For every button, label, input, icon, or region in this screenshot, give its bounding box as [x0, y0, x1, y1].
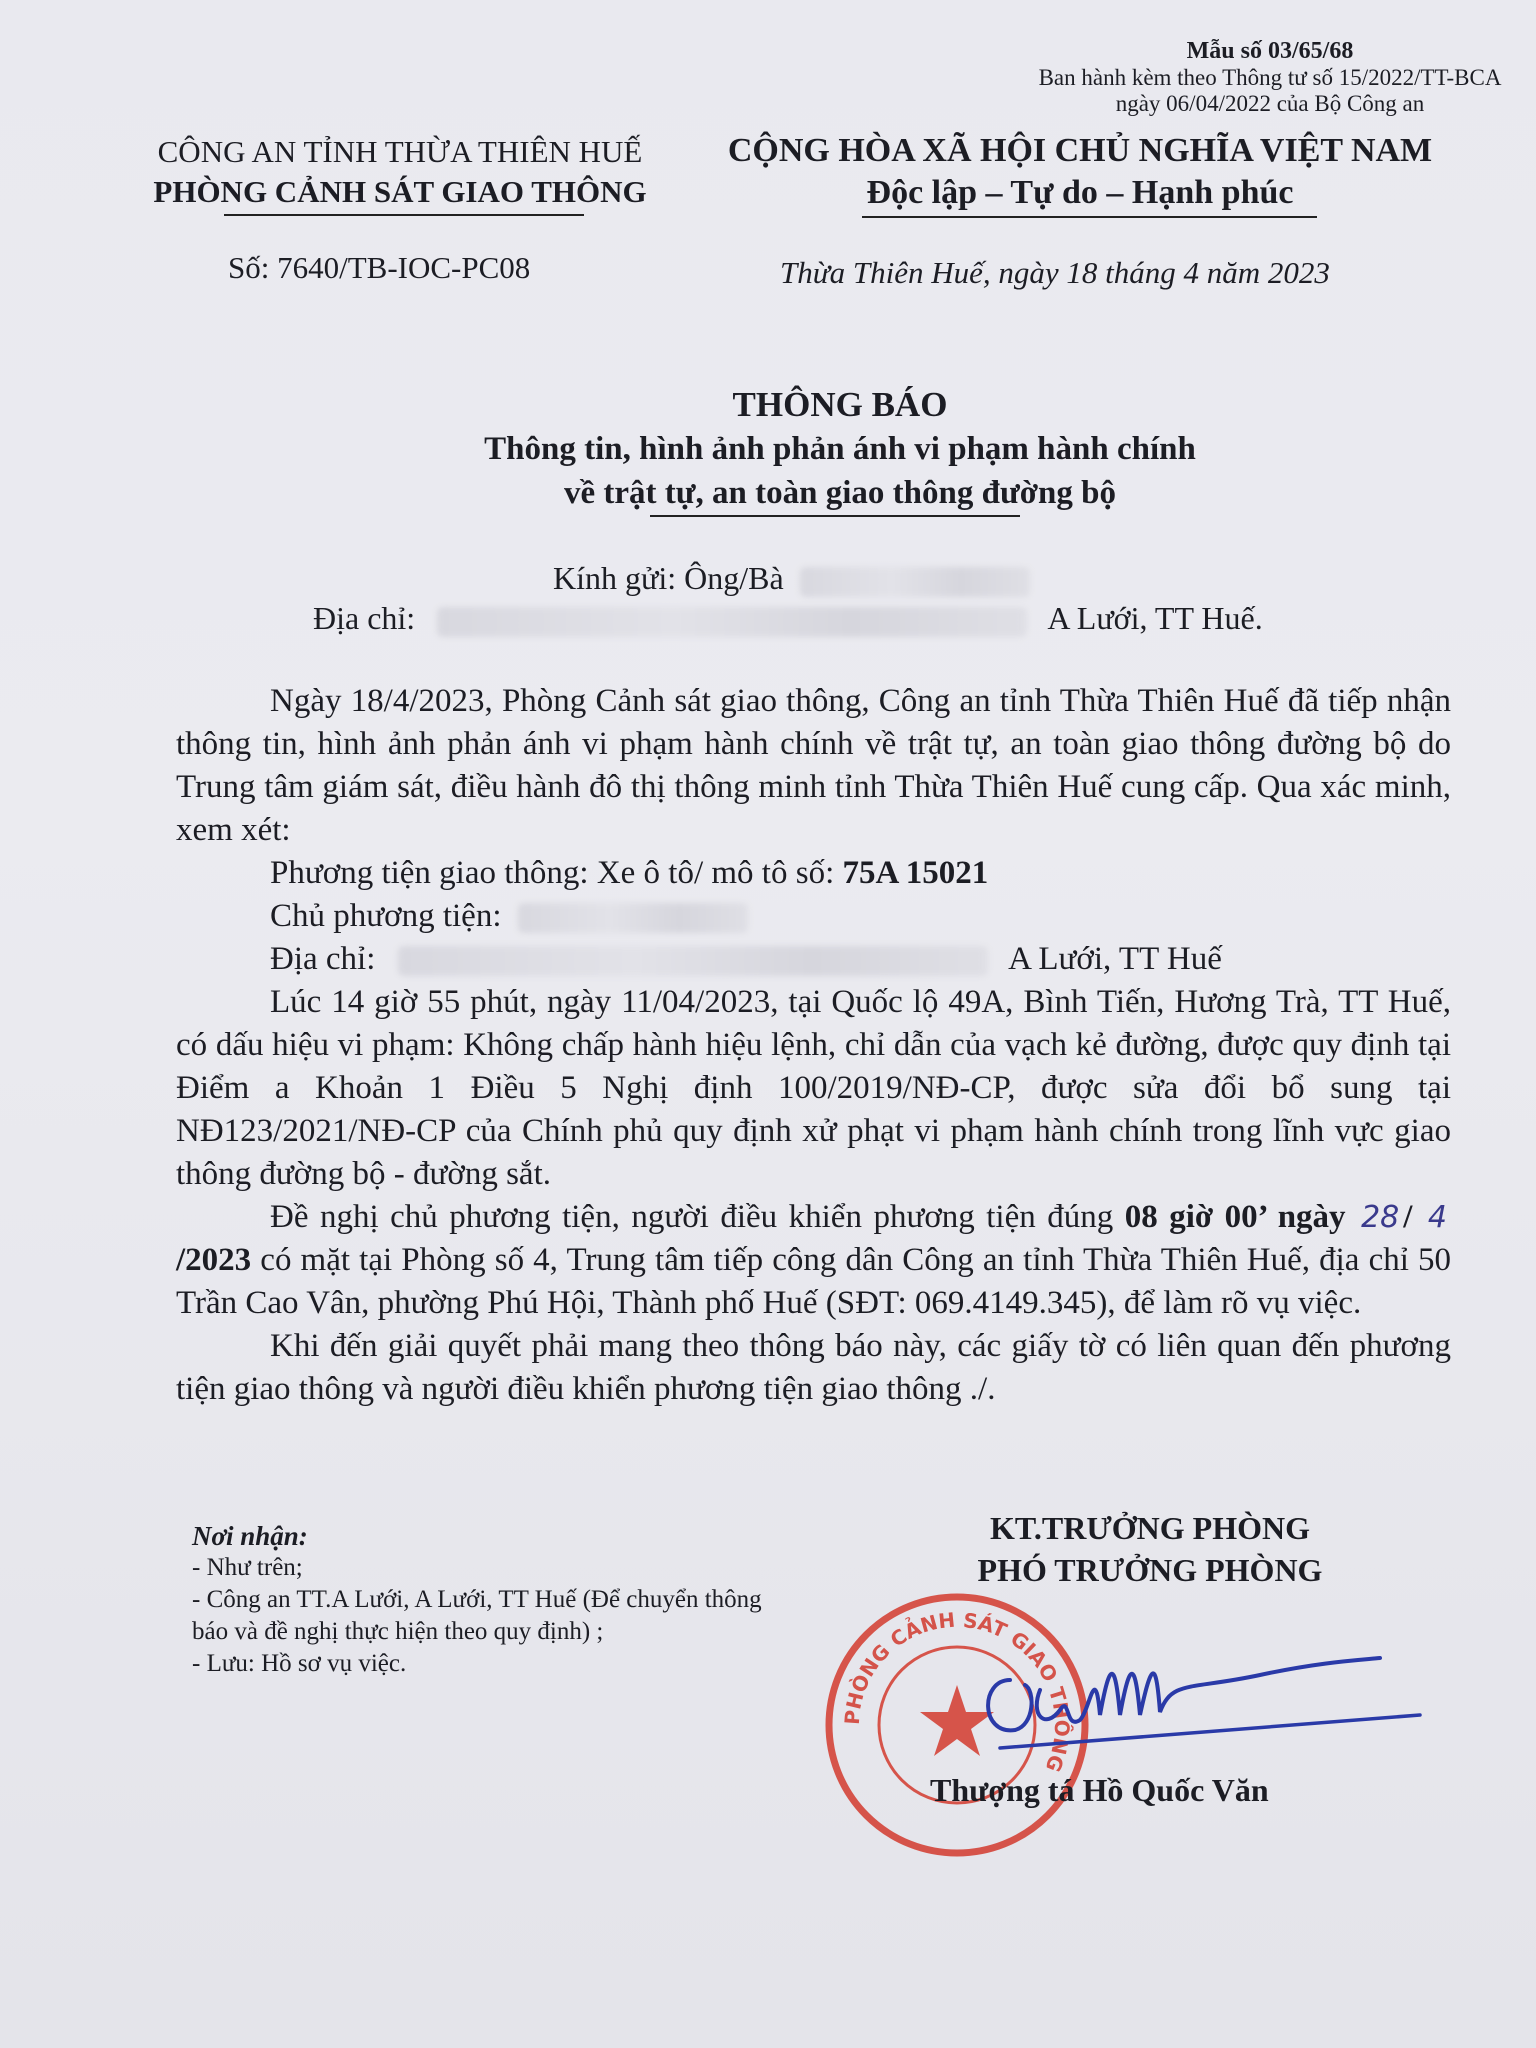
date-separator: /	[1403, 1199, 1413, 1235]
doc-number: Số: 7640/TB-IOC-PC08	[228, 250, 531, 285]
nation-line2: Độc lập – Tự do – Hạnh phúc	[866, 174, 1294, 211]
national-header	[710, 130, 1450, 214]
body-paragraph-1: Ngày 18/4/2023, Phòng Cảnh sát giao thông, Công an tỉnh Thừa Thiên Huế đã tiếp nhận thông tin, hình ảnh phản ánh vi phạm hành chính về trật tự, an toàn giao thông đường bộ do Trung tâm giám sát, điều hành đô thị thông minh tỉnh Thừa Thiên Huế cung cấp. Qua xác minh, xem xét:	[176, 683, 1451, 848]
recipients-block	[192, 1520, 792, 1680]
vehicle-line	[176, 852, 1451, 895]
signature-title	[850, 1507, 1450, 1591]
p3-details: có mặt tại Phòng số 4, Trung tâm tiếp công dân Công an tỉnh Thừa Thiên Huế, địa chỉ 50 Trần Cao Vân, phường Phú Hội, Thành phố Huế (SĐT: 069.4149.345), để làm rõ vụ việc.	[176, 1242, 1452, 1321]
handwritten-signature	[940, 1620, 1440, 1780]
recipient-address-line	[313, 600, 1263, 637]
recipient-item: - Như trên;	[192, 1554, 303, 1581]
agency-underline	[224, 214, 584, 216]
recipients-heading: Nơi nhận:	[192, 1521, 308, 1551]
stamp-text: PHÒNG CẢNH SÁT GIAO THÔNG	[839, 1607, 1075, 1776]
body-paragraph-3	[176, 1196, 1451, 1325]
notice-title	[340, 383, 1340, 515]
redacted-address	[437, 607, 1027, 637]
body-paragraph-2: Lúc 14 giờ 55 phút, ngày 11/04/2023, tại Quốc lộ 49A, Bình Tiến, Hương Trà, TT Huế, có dấu hiệu vi phạm: Không chấp hành hiệu lệnh, chỉ dẫn của vạch kẻ đường, được quy định tại Điểm a Khoản 1 Điều 5 Nghị định 100/2019/NĐ-CP, được sửa đổi bổ sung tại NĐ123/2021/NĐ-CP của Chính phủ quy định xử phạt vi phạm hành chính trong lĩnh vực giao thông đường bộ - đường sắt.	[176, 984, 1451, 1192]
title-main: THÔNG BÁO	[732, 385, 948, 424]
form-number-block	[1000, 38, 1536, 117]
owner-address-line	[176, 938, 1451, 981]
recipient-label: Kính gửi: Ông/Bà	[553, 560, 784, 596]
license-plate: 75A 15021	[842, 855, 989, 891]
owner-label: Chủ phương tiện:	[270, 898, 502, 934]
signer-name: Thượng tá Hồ Quốc Văn	[930, 1772, 1269, 1808]
recipient-address-label: Địa chỉ:	[313, 600, 416, 636]
nation-underline	[862, 216, 1317, 218]
recipient-address-tail: A Lưới, TT Huế.	[1047, 600, 1263, 636]
handwritten-day: 28	[1361, 1200, 1400, 1235]
place-date: Thừa Thiên Huế, ngày 18 tháng 4 năm 2023	[780, 255, 1330, 290]
agency-line1: CÔNG AN TỈNH THỪA THIÊN HUẾ	[157, 134, 643, 169]
recipient-line	[553, 560, 1030, 597]
nation-line1: CỘNG HÒA XÃ HỘI CHỦ NGHĨA VIỆT NAM	[727, 132, 1433, 169]
title-sub1: Thông tin, hình ảnh phản ánh vi phạm hành chính	[484, 431, 1196, 467]
recipient-item: - Công an TT.A Lưới, A Lưới, TT Huế (Để chuyển thông báo và đề nghị thực hiện theo quy định) ;	[192, 1586, 762, 1645]
owner-line	[176, 895, 1451, 938]
signature-line1: KT.TRƯỞNG PHÒNG	[990, 1510, 1310, 1546]
owner-address-tail: A Lưới, TT Huế	[1008, 941, 1222, 977]
form-issued-with: Ban hành kèm theo Thông tư số 15/2022/TT-BCA	[1038, 65, 1502, 90]
recipient-item: - Lưu: Hồ sơ vụ việc.	[192, 1650, 407, 1677]
handwritten-month: 4	[1427, 1200, 1448, 1235]
title-underline	[650, 515, 1020, 517]
form-number: Mẫu số 03/65/68	[1186, 38, 1354, 64]
notice-body	[176, 680, 1451, 1411]
p3-intro: Đề nghị chủ phương tiện, người điều khiển phương tiện đúng	[270, 1199, 1114, 1235]
redacted-owner	[518, 903, 748, 933]
agency-header	[100, 132, 700, 212]
body-paragraph-4: Khi đến giải quyết phải mang theo thông báo này, các giấy tờ có liên quan đến phương tiện giao thông và người điều khiển phương tiện giao thông ./.	[176, 1328, 1451, 1407]
owner-address-label: Địa chỉ:	[270, 941, 376, 977]
signature-line2: PHÓ TRƯỞNG PHÒNG	[977, 1552, 1323, 1588]
redacted-owner-address	[398, 946, 988, 976]
vehicle-label: Phương tiện giao thông: Xe ô tô/ mô tô số:	[270, 855, 835, 891]
agency-line2: PHÒNG CẢNH SÁT GIAO THÔNG	[153, 174, 647, 209]
title-sub2: về trật tự, an toàn giao thông đường bộ	[563, 475, 1116, 511]
appointment-year: /2023	[176, 1242, 252, 1278]
appointment-time: 08 giờ 00’ ngày	[1124, 1199, 1346, 1235]
redacted-name	[800, 567, 1030, 597]
form-issued-date: ngày 06/04/2022 của Bộ Công an	[1115, 91, 1425, 116]
